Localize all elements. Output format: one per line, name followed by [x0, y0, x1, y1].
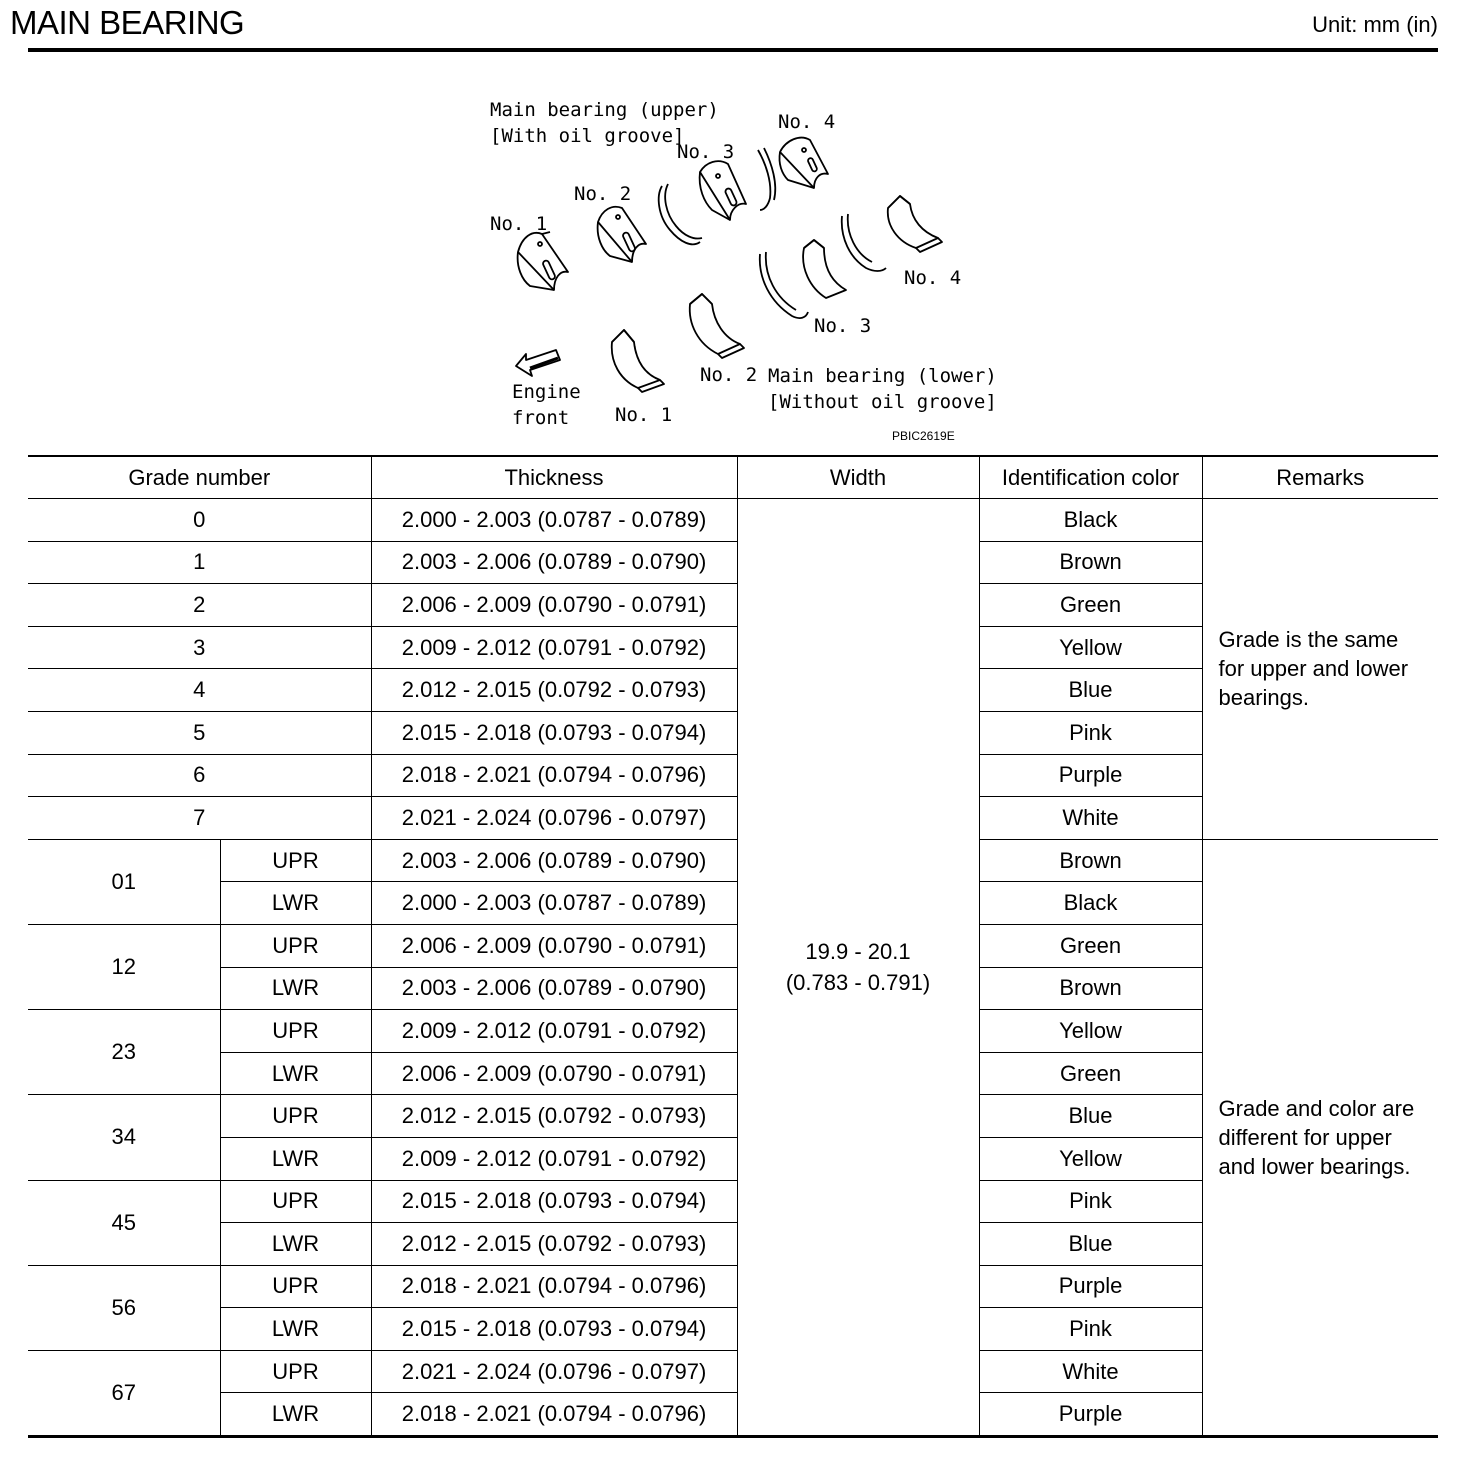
grade-number-cell: 34 [28, 1095, 220, 1180]
upper-no2-label: No. 2 [574, 183, 632, 205]
thickness-cell: 2.018 - 2.021 (0.0794 - 0.0796) [371, 1265, 737, 1308]
thickness-cell: 2.009 - 2.012 (0.0791 - 0.0792) [371, 1010, 737, 1053]
grade-number-cell: 67 [28, 1350, 220, 1436]
side-label-cell: LWR [220, 1308, 371, 1351]
grade-number-cell: 23 [28, 1010, 220, 1095]
remark-line: and lower bearings. [1218, 1153, 1411, 1179]
header-thickness: Thickness [371, 456, 737, 499]
identification-color-cell: Blue [979, 1223, 1202, 1266]
identification-color-cell: Brown [979, 839, 1202, 882]
table-header-row [28, 456, 1438, 499]
identification-color-cell: Purple [979, 1265, 1202, 1308]
thickness-cell: 2.000 - 2.003 (0.0787 - 0.0789) [371, 499, 737, 542]
header-width: Width [737, 456, 979, 499]
remark-line: for upper and lower [1218, 656, 1409, 682]
identification-color-cell: Blue [979, 669, 1202, 712]
thickness-cell: 2.006 - 2.009 (0.0790 - 0.0791) [371, 924, 737, 967]
identification-color-cell: Yellow [979, 1010, 1202, 1053]
thickness-cell: 2.012 - 2.015 (0.0792 - 0.0793) [371, 1095, 737, 1138]
side-label-cell: UPR [220, 1095, 371, 1138]
side-label-cell: LWR [220, 1223, 371, 1266]
header-identification-color: Identification color [979, 456, 1202, 499]
remark-line: Grade is the same [1218, 627, 1399, 653]
grade-number-cell: 56 [28, 1265, 220, 1350]
grade-number-cell: 7 [28, 797, 371, 840]
lower-no3-label: No. 3 [814, 315, 872, 337]
bearing-illustration [470, 92, 1010, 452]
thickness-cell: 2.018 - 2.021 (0.0794 - 0.0796) [371, 754, 737, 797]
grade-number-cell: 2 [28, 584, 371, 627]
thickness-cell: 2.009 - 2.012 (0.0791 - 0.0792) [371, 1137, 737, 1180]
main-bearing-table [28, 455, 1438, 1438]
thickness-cell: 2.012 - 2.015 (0.0792 - 0.0793) [371, 1223, 737, 1266]
figure-code: PBIC2619E [892, 429, 955, 443]
side-label-cell: UPR [220, 839, 371, 882]
lower-bearing-no1-shape [612, 330, 664, 392]
identification-color-cell: Pink [979, 711, 1202, 754]
engine-front-label-line2: front [512, 407, 570, 429]
upper-bearing-no4-shape [779, 138, 828, 188]
lower-bearing-label-line2: [Without oil groove] [768, 391, 997, 413]
lower-bearing-no3-shape [760, 214, 886, 318]
header-grade-number: Grade number [28, 456, 371, 499]
grade-number-cell: 3 [28, 626, 371, 669]
header-rule [28, 48, 1438, 52]
thickness-cell: 2.003 - 2.006 (0.0789 - 0.0790) [371, 967, 737, 1010]
header-remarks: Remarks [1202, 456, 1438, 499]
identification-color-cell: Purple [979, 754, 1202, 797]
identification-color-cell: Blue [979, 1095, 1202, 1138]
engine-front-label-line1: Engine [512, 381, 581, 403]
identification-color-cell: Pink [979, 1180, 1202, 1223]
side-label-cell: UPR [220, 1010, 371, 1053]
width-value-in: (0.783 - 0.791) [785, 970, 931, 996]
bearing-diagram [470, 92, 1010, 452]
identification-color-cell: Brown [979, 967, 1202, 1010]
grade-number-cell: 45 [28, 1180, 220, 1265]
thickness-cell: 2.018 - 2.021 (0.0794 - 0.0796) [371, 1393, 737, 1437]
identification-color-cell: Black [979, 499, 1202, 542]
thickness-cell: 2.009 - 2.012 (0.0791 - 0.0792) [371, 626, 737, 669]
side-label-cell: LWR [220, 882, 371, 925]
identification-color-cell: Green [979, 1052, 1202, 1095]
thickness-cell: 2.015 - 2.018 (0.0793 - 0.0794) [371, 1308, 737, 1351]
remark-line: bearings. [1218, 685, 1310, 711]
remark-line: different for upper [1218, 1124, 1392, 1150]
lower-bearing-label-line1: Main bearing (lower) [768, 365, 997, 387]
side-label-cell: UPR [220, 1180, 371, 1223]
table-row [28, 499, 1438, 542]
side-label-cell: LWR [220, 1052, 371, 1095]
side-label-cell: LWR [220, 967, 371, 1010]
identification-color-cell: Yellow [979, 1137, 1202, 1180]
side-label-cell: LWR [220, 1137, 371, 1180]
identification-color-cell: Brown [979, 541, 1202, 584]
remark-line: Grade and color are [1218, 1095, 1415, 1121]
thickness-cell: 2.006 - 2.009 (0.0790 - 0.0791) [371, 584, 737, 627]
upper-no1-label: No. 1 [490, 213, 548, 235]
thickness-cell: 2.003 - 2.006 (0.0789 - 0.0790) [371, 839, 737, 882]
upper-no4-label: No. 4 [778, 111, 836, 133]
thickness-cell: 2.000 - 2.003 (0.0787 - 0.0789) [371, 882, 737, 925]
page-title: MAIN BEARING [10, 4, 245, 41]
thickness-cell: 2.021 - 2.024 (0.0796 - 0.0797) [371, 1350, 737, 1393]
upper-bearing-no1-shape [518, 232, 568, 290]
grade-number-cell: 12 [28, 924, 220, 1009]
side-label-cell: UPR [220, 1350, 371, 1393]
engine-front-arrow [516, 350, 560, 376]
thickness-cell: 2.012 - 2.015 (0.0792 - 0.0793) [371, 669, 737, 712]
lower-no2-label: No. 2 [700, 364, 758, 386]
grade-number-cell: 6 [28, 754, 371, 797]
lower-bearing-no2-shape [690, 294, 744, 358]
grade-number-cell: 01 [28, 839, 220, 924]
upper-bearing-no2-shape [598, 207, 646, 262]
identification-color-cell: White [979, 1350, 1202, 1393]
thickness-cell: 2.021 - 2.024 (0.0796 - 0.0797) [371, 797, 737, 840]
thickness-cell: 2.006 - 2.009 (0.0790 - 0.0791) [371, 1052, 737, 1095]
identification-color-cell: Purple [979, 1393, 1202, 1437]
identification-color-cell: Black [979, 882, 1202, 925]
width-cell [737, 499, 979, 1437]
identification-color-cell: Pink [979, 1308, 1202, 1351]
thickness-cell: 2.015 - 2.018 (0.0793 - 0.0794) [371, 1180, 737, 1223]
side-label-cell: UPR [220, 924, 371, 967]
thickness-cell: 2.015 - 2.018 (0.0793 - 0.0794) [371, 711, 737, 754]
lower-no1-label: No. 1 [615, 404, 673, 426]
remark-same-grade [1202, 499, 1438, 840]
grade-number-cell: 4 [28, 669, 371, 712]
grade-number-cell: 0 [28, 499, 371, 542]
lower-bearing-no4-shape [888, 196, 942, 252]
unit-label: Unit: mm (in) [1312, 12, 1438, 37]
identification-color-cell: Yellow [979, 626, 1202, 669]
side-label-cell: LWR [220, 1393, 371, 1437]
identification-color-cell: Green [979, 584, 1202, 627]
side-label-cell: UPR [220, 1265, 371, 1308]
upper-no3-label: No. 3 [677, 141, 735, 163]
identification-color-cell: Green [979, 924, 1202, 967]
thickness-cell: 2.003 - 2.006 (0.0789 - 0.0790) [371, 541, 737, 584]
lower-no4-label: No. 4 [904, 267, 962, 289]
remark-different-grade [1202, 839, 1438, 1436]
grade-number-cell: 1 [28, 541, 371, 584]
upper-bearing-label-line1: Main bearing (upper) [490, 99, 719, 121]
upper-bearing-label-line2: [With oil groove] [490, 125, 685, 147]
width-value-mm: 19.9 - 20.1 [805, 939, 911, 965]
table-row [28, 839, 1438, 882]
grade-number-cell: 5 [28, 711, 371, 754]
identification-color-cell: White [979, 797, 1202, 840]
